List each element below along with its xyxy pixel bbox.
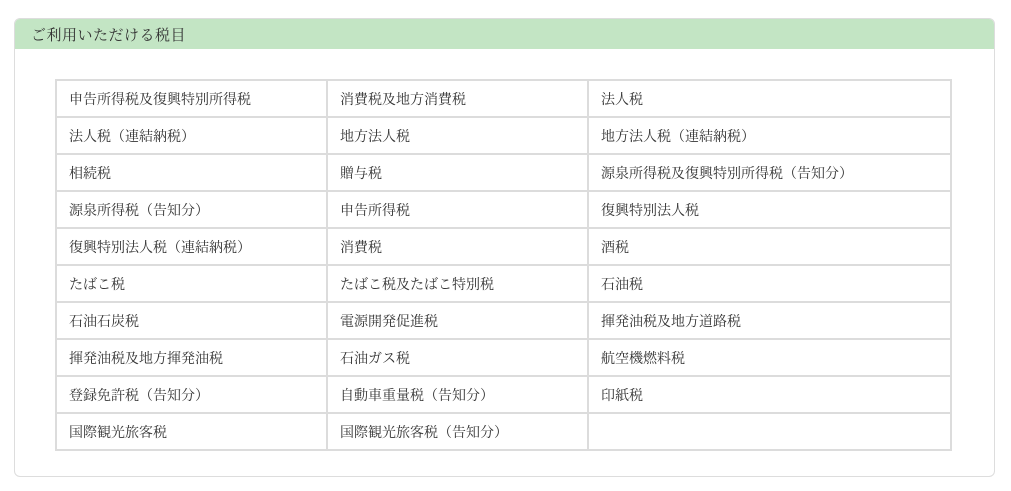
tax-cell: 法人税 bbox=[588, 80, 951, 117]
tax-cell: 相続税 bbox=[56, 154, 327, 191]
available-tax-items-panel bbox=[14, 18, 995, 477]
tax-cell: 消費税及地方消費税 bbox=[327, 80, 588, 117]
tax-cell: 国際観光旅客税（告知分） bbox=[327, 413, 588, 450]
table-row bbox=[56, 413, 951, 450]
tax-cell: 電源開発促進税 bbox=[327, 302, 588, 339]
tax-cell: 復興特別法人税（連結納税） bbox=[56, 228, 327, 265]
table-row bbox=[56, 376, 951, 413]
tax-cell bbox=[588, 413, 951, 450]
table-row bbox=[56, 191, 951, 228]
panel-title: ご利用いただける税目 bbox=[31, 26, 187, 44]
tax-cell: 石油税 bbox=[588, 265, 951, 302]
tax-cell: 揮発油税及地方道路税 bbox=[588, 302, 951, 339]
table-row bbox=[56, 80, 951, 117]
table-row bbox=[56, 339, 951, 376]
tax-cell: 贈与税 bbox=[327, 154, 588, 191]
tax-cell: 源泉所得税及復興特別所得税（告知分） bbox=[588, 154, 951, 191]
table-row bbox=[56, 302, 951, 339]
tax-cell: 石油石炭税 bbox=[56, 302, 327, 339]
tax-cell: 石油ガス税 bbox=[327, 339, 588, 376]
tax-cell: 航空機燃料税 bbox=[588, 339, 951, 376]
table-row bbox=[56, 154, 951, 191]
tax-items-table bbox=[55, 79, 952, 451]
tax-cell: 印紙税 bbox=[588, 376, 951, 413]
tax-cell: 復興特別法人税 bbox=[588, 191, 951, 228]
tax-cell: 地方法人税 bbox=[327, 117, 588, 154]
tax-cell: たばこ税 bbox=[56, 265, 327, 302]
tax-cell: 申告所得税 bbox=[327, 191, 588, 228]
table-row bbox=[56, 228, 951, 265]
tax-cell: 酒税 bbox=[588, 228, 951, 265]
tax-cell: 国際観光旅客税 bbox=[56, 413, 327, 450]
table-row bbox=[56, 117, 951, 154]
tax-cell: 源泉所得税（告知分） bbox=[56, 191, 327, 228]
tax-cell: 申告所得税及復興特別所得税 bbox=[56, 80, 327, 117]
tax-cell: 揮発油税及地方揮発油税 bbox=[56, 339, 327, 376]
tax-cell: 消費税 bbox=[327, 228, 588, 265]
table-row bbox=[56, 265, 951, 302]
tax-cell: たばこ税及たばこ特別税 bbox=[327, 265, 588, 302]
tax-cell: 自動車重量税（告知分） bbox=[327, 376, 588, 413]
tax-cell: 地方法人税（連結納税） bbox=[588, 117, 951, 154]
tax-cell: 登録免許税（告知分） bbox=[56, 376, 327, 413]
panel-header bbox=[15, 19, 994, 49]
tax-cell: 法人税（連結納税） bbox=[56, 117, 327, 154]
